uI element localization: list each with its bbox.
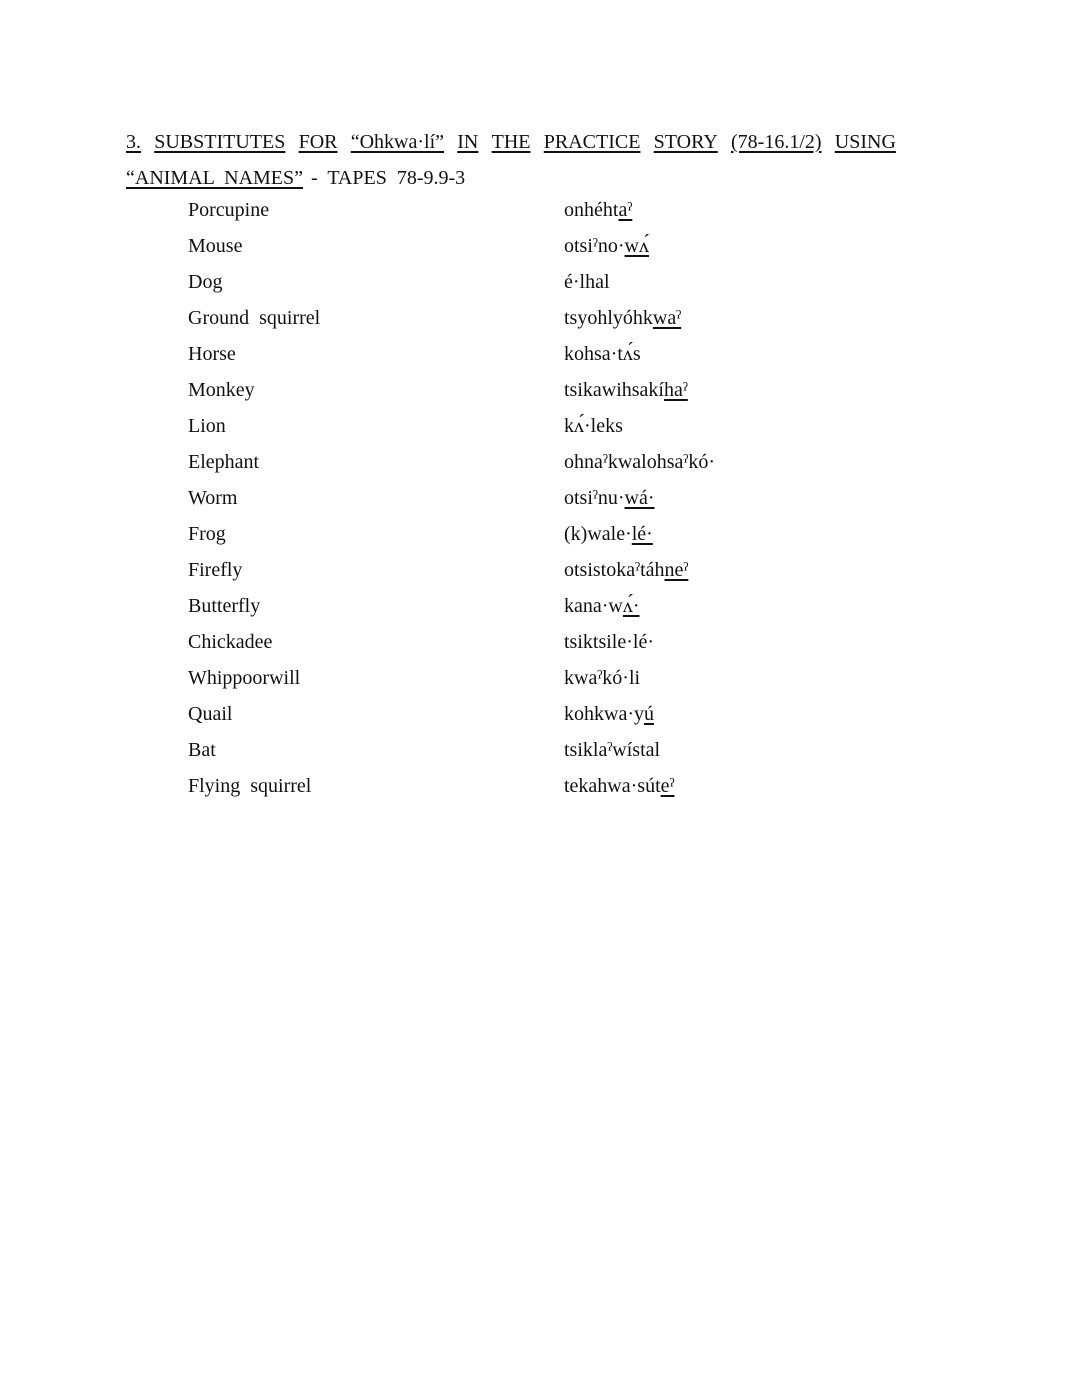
heading-word: PRACTICE	[543, 131, 641, 153]
oneida-name	[564, 192, 632, 228]
english-name: Dog	[188, 271, 223, 293]
oneida-name-part: kohkwa·y	[564, 703, 644, 725]
oneida-name-part: tekahwa·sút	[564, 775, 661, 797]
oneida-name-part: tsyohlyóhk	[564, 307, 653, 329]
english-name: Monkey	[188, 379, 255, 401]
oneida-name	[564, 588, 640, 624]
animal-name-list	[188, 192, 888, 804]
english-name: Lion	[188, 415, 226, 437]
oneida-name-part: tsiklaˀwístal	[564, 739, 661, 761]
oneida-name-part: kana·w	[564, 595, 623, 617]
oneida-name	[564, 264, 610, 300]
oneida-name	[564, 624, 654, 660]
oneida-name	[564, 552, 688, 588]
list-item	[188, 372, 888, 408]
english-name: Elephant	[188, 451, 260, 473]
oneida-name	[564, 516, 653, 552]
oneida-name-underlined-part: wá·	[624, 487, 655, 509]
heading-word: (78-16.1/2)	[731, 131, 822, 153]
english-name: Butterfly	[188, 595, 261, 617]
oneida-name-underlined-part: ú	[643, 703, 654, 725]
oneida-name	[564, 480, 655, 516]
oneida-name	[564, 444, 715, 480]
oneida-name-underlined-part: neˀ	[664, 559, 689, 581]
oneida-name	[564, 768, 674, 804]
oneida-name	[564, 696, 654, 732]
oneida-name-part: (k)wale·	[564, 523, 632, 545]
oneida-name	[564, 408, 623, 444]
list-item	[188, 552, 888, 588]
list-item	[188, 696, 888, 732]
oneida-name-part: otsiˀno·	[564, 235, 625, 257]
english-name: Horse	[188, 343, 236, 365]
oneida-name-part: kʌ́·leks	[564, 415, 623, 437]
list-item	[188, 300, 888, 336]
list-item	[188, 768, 888, 804]
list-item	[188, 444, 888, 480]
english-name: Ground squirrel	[188, 307, 321, 329]
oneida-name-part: tsikawihsakí	[564, 379, 664, 401]
heading-word: STORY	[653, 131, 718, 153]
oneida-name-part: otsiˀnu·	[564, 487, 625, 509]
oneida-name-part: otsistokaˀtáh	[564, 559, 665, 581]
oneida-name-underlined-part: ʌ́·	[622, 595, 640, 617]
english-name: Whippoorwill	[188, 667, 301, 689]
oneida-name-part: onhéht	[564, 199, 619, 221]
section-heading	[126, 124, 896, 196]
oneida-name-underlined-part: haˀ	[664, 379, 688, 401]
list-item	[188, 264, 888, 300]
heading-line-1	[126, 124, 896, 160]
list-item	[188, 516, 888, 552]
list-item	[188, 192, 888, 228]
oneida-name	[564, 732, 660, 768]
oneida-name-part: ohnaˀkwalohsaˀkó·	[564, 451, 715, 473]
oneida-name-underlined-part: waˀ	[652, 307, 682, 329]
list-item	[188, 660, 888, 696]
oneida-name-part: é·lhal	[564, 271, 610, 293]
heading-line-2	[126, 160, 896, 196]
english-name: Bat	[188, 739, 216, 761]
list-item	[188, 624, 888, 660]
oneida-name-part: tsiktsile·lé·	[564, 631, 654, 653]
english-name: Worm	[188, 487, 238, 509]
heading-word: FOR	[298, 131, 338, 153]
oneida-name	[564, 228, 649, 264]
oneida-name-underlined-part: lé·	[631, 523, 653, 545]
english-name: Quail	[188, 703, 233, 725]
heading-tapes-reference: - TAPES 78-9.9-3	[311, 167, 466, 189]
oneida-name-part: kohsa·tʌ́s	[564, 343, 641, 365]
english-name: Frog	[188, 523, 226, 545]
oneida-name-underlined-part: wʌ́	[624, 235, 649, 257]
english-name: Porcupine	[188, 199, 270, 221]
english-name: Flying squirrel	[188, 775, 312, 797]
english-name: Mouse	[188, 235, 243, 257]
oneida-name-underlined-part: aˀ	[618, 199, 633, 221]
oneida-name	[564, 372, 688, 408]
list-item	[188, 732, 888, 768]
oneida-name	[564, 336, 641, 372]
heading-word: USING	[834, 131, 896, 153]
oneida-name-underlined-part: eˀ	[660, 775, 675, 797]
english-name: Chickadee	[188, 631, 273, 653]
oneida-name	[564, 660, 640, 696]
heading-word: IN	[457, 131, 479, 153]
english-name: Firefly	[188, 559, 243, 581]
list-item	[188, 336, 888, 372]
oneida-name-part: kwaˀkó·li	[564, 667, 641, 689]
list-item	[188, 228, 888, 264]
heading-word: SUBSTITUTES	[154, 131, 286, 153]
heading-underlined-title: “ANIMAL NAMES”	[126, 167, 304, 189]
heading-word: 3.	[126, 131, 141, 153]
heading-word: “Ohkwa·lí”	[350, 131, 445, 153]
oneida-name	[564, 300, 681, 336]
heading-word: THE	[491, 131, 531, 153]
list-item	[188, 408, 888, 444]
list-item	[188, 588, 888, 624]
list-item	[188, 480, 888, 516]
